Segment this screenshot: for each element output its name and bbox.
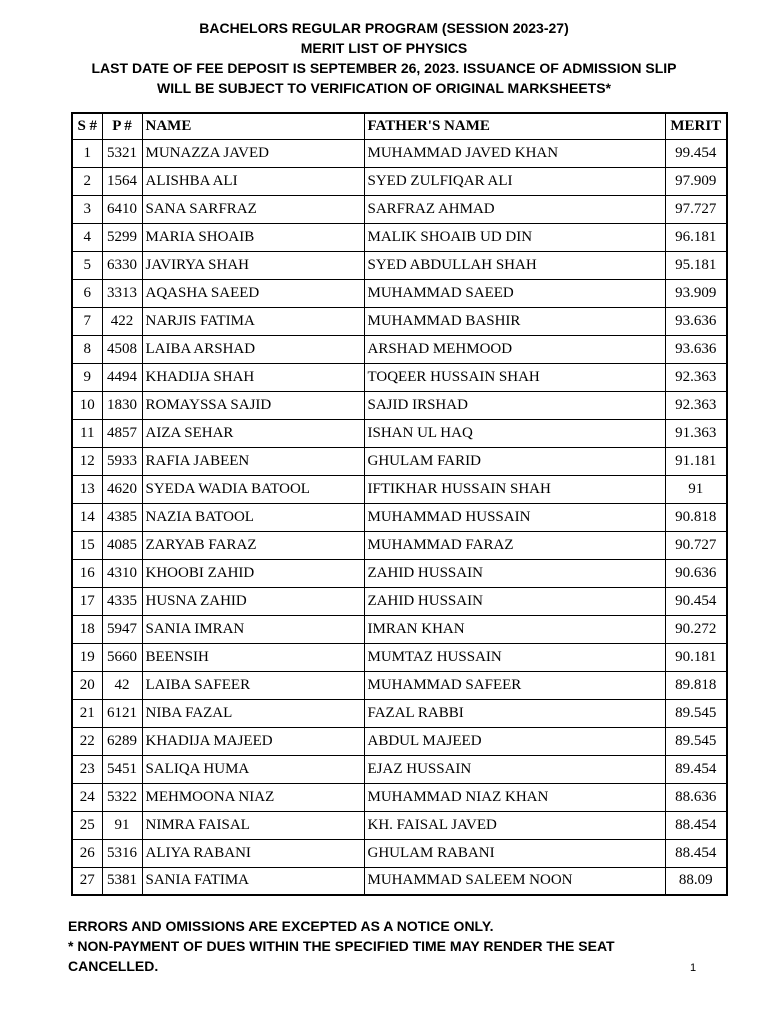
verification-notice: WILL BE SUBJECT TO VERIFICATION OF ORIGINAL MARKSHEETS*: [157, 80, 611, 96]
cell-name: NARJIS FATIMA: [142, 307, 364, 335]
table-row: [72, 671, 727, 699]
cell-merit: 93.909: [665, 279, 727, 307]
table-row: [72, 811, 727, 839]
cell-merit: 88.454: [665, 839, 727, 867]
cell-p-number: 5660: [102, 643, 142, 671]
cell-name: ALISHBA ALI: [142, 167, 364, 195]
cell-merit: 90.272: [665, 615, 727, 643]
cell-serial-number: 6: [72, 279, 102, 307]
merit-list-title: MERIT LIST OF PHYSICS: [300, 40, 468, 56]
cell-p-number: 4494: [102, 363, 142, 391]
cell-merit: 90.181: [665, 643, 727, 671]
table-row: [72, 531, 727, 559]
cell-name: SYEDA WADIA BATOOL: [142, 475, 364, 503]
cell-serial-number: 15: [72, 531, 102, 559]
cell-serial-number: 14: [72, 503, 102, 531]
cell-merit: 91.363: [665, 419, 727, 447]
table-row: [72, 391, 727, 419]
cell-fathers-name: GHULAM FARID: [364, 447, 665, 475]
cell-fathers-name: SYED ZULFIQAR ALI: [364, 167, 665, 195]
cell-serial-number: 11: [72, 419, 102, 447]
cell-serial-number: 23: [72, 755, 102, 783]
cell-serial-number: 10: [72, 391, 102, 419]
table-row: [72, 615, 727, 643]
cell-name: SANIA FATIMA: [142, 867, 364, 895]
table-row: [72, 559, 727, 587]
cell-p-number: 5381: [102, 867, 142, 895]
cell-name: ALIYA RABANI: [142, 839, 364, 867]
column-header-name: NAME: [142, 113, 364, 139]
cell-p-number: 4620: [102, 475, 142, 503]
cell-serial-number: 24: [72, 783, 102, 811]
cell-fathers-name: TOQEER HUSSAIN SHAH: [364, 363, 665, 391]
cell-merit: 96.181: [665, 223, 727, 251]
cell-fathers-name: MALIK SHOAIB UD DIN: [364, 223, 665, 251]
table-header-row: [72, 113, 727, 139]
cell-merit: 88.454: [665, 811, 727, 839]
cell-merit: 88.09: [665, 867, 727, 895]
cell-p-number: 4385: [102, 503, 142, 531]
cell-merit: 92.363: [665, 391, 727, 419]
cell-name: JAVIRYA SHAH: [142, 251, 364, 279]
cell-serial-number: 8: [72, 335, 102, 363]
cell-merit: 90.636: [665, 559, 727, 587]
cell-name: NAZIA BATOOL: [142, 503, 364, 531]
cell-serial-number: 22: [72, 727, 102, 755]
table-row: [72, 447, 727, 475]
cell-p-number: 422: [102, 307, 142, 335]
cell-serial-number: 26: [72, 839, 102, 867]
cell-merit: 90.727: [665, 531, 727, 559]
cell-fathers-name: SYED ABDULLAH SHAH: [364, 251, 665, 279]
non-payment-note: * NON-PAYMENT OF DUES WITHIN THE SPECIFIED TIME MAY RENDER THE SEAT: [68, 938, 615, 954]
table-row: [72, 475, 727, 503]
cell-name: ROMAYSSA SAJID: [142, 391, 364, 419]
column-header-fathers-name: FATHER'S NAME: [364, 113, 665, 139]
table-row: [72, 363, 727, 391]
cell-p-number: 1564: [102, 167, 142, 195]
table-row: [72, 223, 727, 251]
cell-serial-number: 3: [72, 195, 102, 223]
cell-merit: 91.181: [665, 447, 727, 475]
column-header-merit: MERIT: [665, 113, 727, 139]
cell-name: AIZA SEHAR: [142, 419, 364, 447]
cell-name: BEENSIH: [142, 643, 364, 671]
table-row: [72, 727, 727, 755]
merit-list-table-container: [71, 112, 728, 896]
cell-p-number: 6121: [102, 699, 142, 727]
cell-name: MUNAZZA JAVED: [142, 139, 364, 167]
cell-p-number: 5947: [102, 615, 142, 643]
cell-name: AQASHA SAEED: [142, 279, 364, 307]
cell-fathers-name: FAZAL RABBI: [364, 699, 665, 727]
non-payment-note-continued: CANCELLED.: [68, 958, 159, 974]
cell-name: NIMRA FAISAL: [142, 811, 364, 839]
cell-p-number: 6410: [102, 195, 142, 223]
cell-name: LAIBA SAFEER: [142, 671, 364, 699]
cell-fathers-name: SARFRAZ AHMAD: [364, 195, 665, 223]
fee-deadline-notice: LAST DATE OF FEE DEPOSIT IS SEPTEMBER 26, 2023. ISSUANCE OF ADMISSION SLIP: [91, 60, 677, 76]
cell-serial-number: 18: [72, 615, 102, 643]
cell-p-number: 6289: [102, 727, 142, 755]
cell-fathers-name: SAJID IRSHAD: [364, 391, 665, 419]
cell-p-number: 4335: [102, 587, 142, 615]
cell-fathers-name: IMRAN KHAN: [364, 615, 665, 643]
cell-name: SANIA IMRAN: [142, 615, 364, 643]
page-number: 1: [690, 962, 697, 974]
cell-p-number: 4310: [102, 559, 142, 587]
cell-serial-number: 4: [72, 223, 102, 251]
cell-p-number: 4085: [102, 531, 142, 559]
table-row: [72, 503, 727, 531]
cell-fathers-name: MUHAMMAD JAVED KHAN: [364, 139, 665, 167]
table-body: [72, 139, 727, 895]
merit-list-table: [71, 112, 728, 896]
table-row: [72, 251, 727, 279]
cell-fathers-name: MUHAMMAD SAEED: [364, 279, 665, 307]
cell-merit: 89.545: [665, 699, 727, 727]
cell-serial-number: 12: [72, 447, 102, 475]
table-row: [72, 419, 727, 447]
cell-serial-number: 2: [72, 167, 102, 195]
cell-merit: 90.818: [665, 503, 727, 531]
table-row: [72, 139, 727, 167]
table-row: [72, 335, 727, 363]
cell-name: KHADIJA MAJEED: [142, 727, 364, 755]
table-row: [72, 643, 727, 671]
cell-merit: 91: [665, 475, 727, 503]
cell-merit: 97.909: [665, 167, 727, 195]
cell-fathers-name: ZAHID HUSSAIN: [364, 559, 665, 587]
cell-fathers-name: EJAZ HUSSAIN: [364, 755, 665, 783]
cell-fathers-name: MUHAMMAD BASHIR: [364, 307, 665, 335]
cell-fathers-name: MUHAMMAD FARAZ: [364, 531, 665, 559]
cell-fathers-name: ABDUL MAJEED: [364, 727, 665, 755]
cell-serial-number: 27: [72, 867, 102, 895]
cell-p-number: 3313: [102, 279, 142, 307]
table-row: [72, 587, 727, 615]
table-row: [72, 867, 727, 895]
cell-serial-number: 21: [72, 699, 102, 727]
cell-name: HUSNA ZAHID: [142, 587, 364, 615]
cell-name: RAFIA JABEEN: [142, 447, 364, 475]
cell-p-number: 5322: [102, 783, 142, 811]
column-header-p-number: P #: [102, 113, 142, 139]
cell-fathers-name: ZAHID HUSSAIN: [364, 587, 665, 615]
cell-fathers-name: ISHAN UL HAQ: [364, 419, 665, 447]
cell-fathers-name: KH. FAISAL JAVED: [364, 811, 665, 839]
cell-merit: 92.363: [665, 363, 727, 391]
cell-name: LAIBA ARSHAD: [142, 335, 364, 363]
cell-merit: 95.181: [665, 251, 727, 279]
table-row: [72, 783, 727, 811]
cell-merit: 99.454: [665, 139, 727, 167]
cell-name: KHOOBI ZAHID: [142, 559, 364, 587]
cell-serial-number: 1: [72, 139, 102, 167]
cell-name: SALIQA HUMA: [142, 755, 364, 783]
cell-serial-number: 9: [72, 363, 102, 391]
cell-p-number: 1830: [102, 391, 142, 419]
cell-serial-number: 19: [72, 643, 102, 671]
page-footer: [68, 916, 615, 976]
cell-p-number: 5933: [102, 447, 142, 475]
table-row: [72, 167, 727, 195]
cell-name: SANA SARFRAZ: [142, 195, 364, 223]
cell-name: MARIA SHOAIB: [142, 223, 364, 251]
table-row: [72, 307, 727, 335]
cell-serial-number: 25: [72, 811, 102, 839]
cell-p-number: 5321: [102, 139, 142, 167]
cell-fathers-name: GHULAM RABANI: [364, 839, 665, 867]
cell-serial-number: 16: [72, 559, 102, 587]
cell-serial-number: 13: [72, 475, 102, 503]
cell-merit: 90.454: [665, 587, 727, 615]
cell-name: KHADIJA SHAH: [142, 363, 364, 391]
cell-p-number: 4508: [102, 335, 142, 363]
table-row: [72, 279, 727, 307]
cell-serial-number: 20: [72, 671, 102, 699]
cell-name: NIBA FAZAL: [142, 699, 364, 727]
cell-name: ZARYAB FARAZ: [142, 531, 364, 559]
cell-fathers-name: MUHAMMAD SALEEM NOON: [364, 867, 665, 895]
cell-fathers-name: MUMTAZ HUSSAIN: [364, 643, 665, 671]
cell-merit: 89.818: [665, 671, 727, 699]
cell-p-number: 91: [102, 811, 142, 839]
cell-serial-number: 7: [72, 307, 102, 335]
cell-fathers-name: IFTIKHAR HUSSAIN SHAH: [364, 475, 665, 503]
table-row: [72, 699, 727, 727]
cell-p-number: 5316: [102, 839, 142, 867]
cell-fathers-name: MUHAMMAD SAFEER: [364, 671, 665, 699]
cell-merit: 97.727: [665, 195, 727, 223]
cell-serial-number: 5: [72, 251, 102, 279]
cell-p-number: 4857: [102, 419, 142, 447]
cell-merit: 89.545: [665, 727, 727, 755]
table-row: [72, 195, 727, 223]
cell-merit: 93.636: [665, 307, 727, 335]
cell-merit: 88.636: [665, 783, 727, 811]
cell-p-number: 42: [102, 671, 142, 699]
cell-merit: 93.636: [665, 335, 727, 363]
cell-p-number: 6330: [102, 251, 142, 279]
cell-p-number: 5451: [102, 755, 142, 783]
program-title: BACHELORS REGULAR PROGRAM (SESSION 2023-27): [199, 20, 569, 36]
table-row: [72, 839, 727, 867]
cell-p-number: 5299: [102, 223, 142, 251]
cell-merit: 89.454: [665, 755, 727, 783]
page-header: [0, 18, 768, 98]
cell-fathers-name: MUHAMMAD NIAZ KHAN: [364, 783, 665, 811]
cell-name: MEHMOONA NIAZ: [142, 783, 364, 811]
errors-omissions-note: ERRORS AND OMISSIONS ARE EXCEPTED AS A NOTICE ONLY.: [68, 918, 494, 934]
cell-fathers-name: ARSHAD MEHMOOD: [364, 335, 665, 363]
cell-serial-number: 17: [72, 587, 102, 615]
cell-fathers-name: MUHAMMAD HUSSAIN: [364, 503, 665, 531]
table-row: [72, 755, 727, 783]
column-header-serial-number: S #: [72, 113, 102, 139]
